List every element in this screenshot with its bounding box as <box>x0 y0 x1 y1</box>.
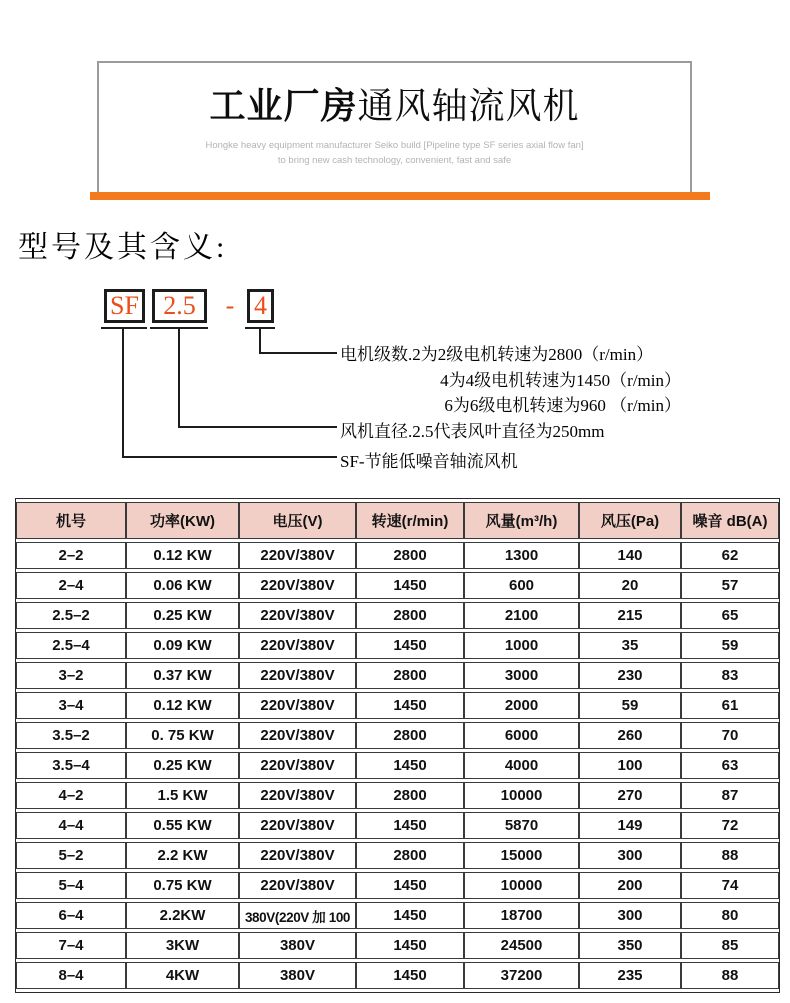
table-cell: 2800 <box>356 782 464 809</box>
table-cell: 300 <box>579 902 681 929</box>
table-cell: 380V <box>239 932 356 959</box>
table-cell: 2800 <box>356 602 464 629</box>
table-cell: 0.37 KW <box>126 662 239 689</box>
table-row <box>16 662 779 689</box>
table-cell: 57 <box>681 572 779 599</box>
column-header: 转速(r/min) <box>356 502 464 539</box>
pole-note-3: 6为6级电机转速为960 （r/min） <box>444 396 681 415</box>
table-cell: 2000 <box>464 692 579 719</box>
table-cell: 1.5 KW <box>126 782 239 809</box>
model-code-prefix: SF <box>104 289 145 323</box>
table-cell: 380V(220V 加 100 <box>239 902 356 929</box>
table-cell: 88 <box>681 842 779 869</box>
spec-table-wrapper <box>15 498 780 993</box>
table-cell: 220V/380V <box>239 662 356 689</box>
table-cell: 24500 <box>464 932 579 959</box>
column-header: 电压(V) <box>239 502 356 539</box>
page-title-bold: 工业厂房 <box>209 85 358 126</box>
table-cell: 2100 <box>464 602 579 629</box>
table-row <box>16 962 779 989</box>
table-cell: 220V/380V <box>239 812 356 839</box>
table-cell: 10000 <box>464 782 579 809</box>
table-cell: 1450 <box>356 812 464 839</box>
table-cell: 0.09 KW <box>126 632 239 659</box>
table-cell: 4–4 <box>16 812 126 839</box>
table-cell: 0.55 KW <box>126 812 239 839</box>
table-cell: 215 <box>579 602 681 629</box>
subtitle-line-1: Hongke heavy equipment manufacturer Seiko build [Pipeline type SF series axial flow fan] <box>205 140 584 151</box>
table-cell: 2800 <box>356 542 464 569</box>
table-cell: 0.25 KW <box>126 752 239 779</box>
table-cell: 4KW <box>126 962 239 989</box>
table-cell: 220V/380V <box>239 752 356 779</box>
table-cell: 220V/380V <box>239 602 356 629</box>
spec-table <box>16 499 779 992</box>
table-cell: 2800 <box>356 662 464 689</box>
table-cell: 3–4 <box>16 692 126 719</box>
table-cell: 149 <box>579 812 681 839</box>
connector-prefix-vertical <box>122 327 124 458</box>
table-row <box>16 572 779 599</box>
table-cell: 220V/380V <box>239 842 356 869</box>
table-cell: 0.12 KW <box>126 542 239 569</box>
spec-table-header-row <box>16 502 779 539</box>
table-cell: 8–4 <box>16 962 126 989</box>
table-cell: 260 <box>579 722 681 749</box>
table-cell: 600 <box>464 572 579 599</box>
table-cell: 63 <box>681 752 779 779</box>
spec-table-body <box>16 542 779 989</box>
table-cell: 80 <box>681 902 779 929</box>
header-banner <box>97 61 692 195</box>
table-cell: 220V/380V <box>239 782 356 809</box>
table-cell: 100 <box>579 752 681 779</box>
table-cell: 2–4 <box>16 572 126 599</box>
table-cell: 1450 <box>356 872 464 899</box>
table-cell: 1450 <box>356 572 464 599</box>
table-cell: 0.75 KW <box>126 872 239 899</box>
table-cell: 5–2 <box>16 842 126 869</box>
table-cell: 3000 <box>464 662 579 689</box>
table-cell: 35 <box>579 632 681 659</box>
table-cell: 4000 <box>464 752 579 779</box>
page-title <box>99 83 690 129</box>
table-cell: 59 <box>579 692 681 719</box>
table-row <box>16 602 779 629</box>
page-subtitle <box>99 138 690 168</box>
table-cell: 1450 <box>356 632 464 659</box>
table-cell: 4–2 <box>16 782 126 809</box>
model-code-dash: - <box>225 291 235 320</box>
table-cell: 83 <box>681 662 779 689</box>
connector-size-horizontal <box>178 426 337 428</box>
table-cell: 61 <box>681 692 779 719</box>
table-cell: 70 <box>681 722 779 749</box>
model-code-pole: 4 <box>247 289 274 323</box>
table-cell: 7–4 <box>16 932 126 959</box>
table-row <box>16 842 779 869</box>
accent-bar <box>90 192 710 200</box>
connector-pole-horizontal <box>259 352 337 354</box>
model-code-size: 2.5 <box>152 289 207 323</box>
table-cell: 1300 <box>464 542 579 569</box>
table-cell: 3KW <box>126 932 239 959</box>
table-cell: 85 <box>681 932 779 959</box>
table-cell: 1450 <box>356 962 464 989</box>
diameter-annotation: 风机直径.2.5代表风叶直径为250mm <box>340 422 605 441</box>
table-cell: 5–4 <box>16 872 126 899</box>
table-cell: 3.5–4 <box>16 752 126 779</box>
table-row <box>16 782 779 809</box>
table-cell: 350 <box>579 932 681 959</box>
table-cell: 1450 <box>356 752 464 779</box>
connector-prefix-horizontal <box>122 456 337 458</box>
table-row <box>16 902 779 929</box>
page-title-light: 通风轴流风机 <box>357 85 580 126</box>
table-row <box>16 692 779 719</box>
table-row <box>16 812 779 839</box>
table-cell: 2.5–2 <box>16 602 126 629</box>
table-cell: 6000 <box>464 722 579 749</box>
table-cell: 37200 <box>464 962 579 989</box>
table-cell: 3–2 <box>16 662 126 689</box>
pole-note-1: 电机级数.2为2级电机转速为2800（r/min） <box>340 345 654 364</box>
table-cell: 59 <box>681 632 779 659</box>
table-cell: 220V/380V <box>239 632 356 659</box>
table-cell: 0. 75 KW <box>126 722 239 749</box>
series-annotation: SF-节能低噪音轴流风机 <box>340 452 518 471</box>
table-cell: 1450 <box>356 692 464 719</box>
table-cell: 2800 <box>356 842 464 869</box>
column-header: 风压(Pa) <box>579 502 681 539</box>
table-cell: 2.2KW <box>126 902 239 929</box>
table-cell: 20 <box>579 572 681 599</box>
table-cell: 220V/380V <box>239 872 356 899</box>
table-cell: 0.12 KW <box>126 692 239 719</box>
column-header: 噪音 dB(A) <box>681 502 779 539</box>
table-cell: 2.2 KW <box>126 842 239 869</box>
table-cell: 72 <box>681 812 779 839</box>
table-cell: 0.25 KW <box>126 602 239 629</box>
table-cell: 2.5–4 <box>16 632 126 659</box>
table-row <box>16 542 779 569</box>
table-row <box>16 752 779 779</box>
table-cell: 270 <box>579 782 681 809</box>
table-cell: 1450 <box>356 932 464 959</box>
table-cell: 1450 <box>356 902 464 929</box>
table-cell: 2–2 <box>16 542 126 569</box>
table-cell: 62 <box>681 542 779 569</box>
pole-note-2: 4为4级电机转速为1450（r/min） <box>440 370 681 390</box>
table-cell: 65 <box>681 602 779 629</box>
table-cell: 5870 <box>464 812 579 839</box>
table-cell: 235 <box>579 962 681 989</box>
table-cell: 15000 <box>464 842 579 869</box>
table-cell: 2800 <box>356 722 464 749</box>
table-cell: 200 <box>579 872 681 899</box>
table-row <box>16 932 779 959</box>
table-cell: 87 <box>681 782 779 809</box>
section-heading: 型号及其含义: <box>18 231 228 264</box>
column-header: 功率(KW) <box>126 502 239 539</box>
table-cell: 220V/380V <box>239 572 356 599</box>
connector-pole-vertical <box>259 327 261 354</box>
table-cell: 10000 <box>464 872 579 899</box>
underline-prefix <box>101 327 147 329</box>
table-cell: 380V <box>239 962 356 989</box>
column-header: 机号 <box>16 502 126 539</box>
column-header: 风量(m³/h) <box>464 502 579 539</box>
pole-annotation <box>340 342 681 419</box>
table-cell: 0.06 KW <box>126 572 239 599</box>
table-cell: 220V/380V <box>239 542 356 569</box>
table-cell: 300 <box>579 842 681 869</box>
table-cell: 88 <box>681 962 779 989</box>
table-cell: 1000 <box>464 632 579 659</box>
table-cell: 220V/380V <box>239 722 356 749</box>
table-cell: 3.5–2 <box>16 722 126 749</box>
table-cell: 18700 <box>464 902 579 929</box>
table-cell: 74 <box>681 872 779 899</box>
connector-size-vertical <box>178 327 180 428</box>
table-cell: 230 <box>579 662 681 689</box>
table-row <box>16 632 779 659</box>
subtitle-line-2: to bring new cash technology, convenient, fast and safe <box>277 155 512 166</box>
table-cell: 220V/380V <box>239 692 356 719</box>
table-row <box>16 872 779 899</box>
table-row <box>16 722 779 749</box>
table-cell: 140 <box>579 542 681 569</box>
table-cell: 6–4 <box>16 902 126 929</box>
